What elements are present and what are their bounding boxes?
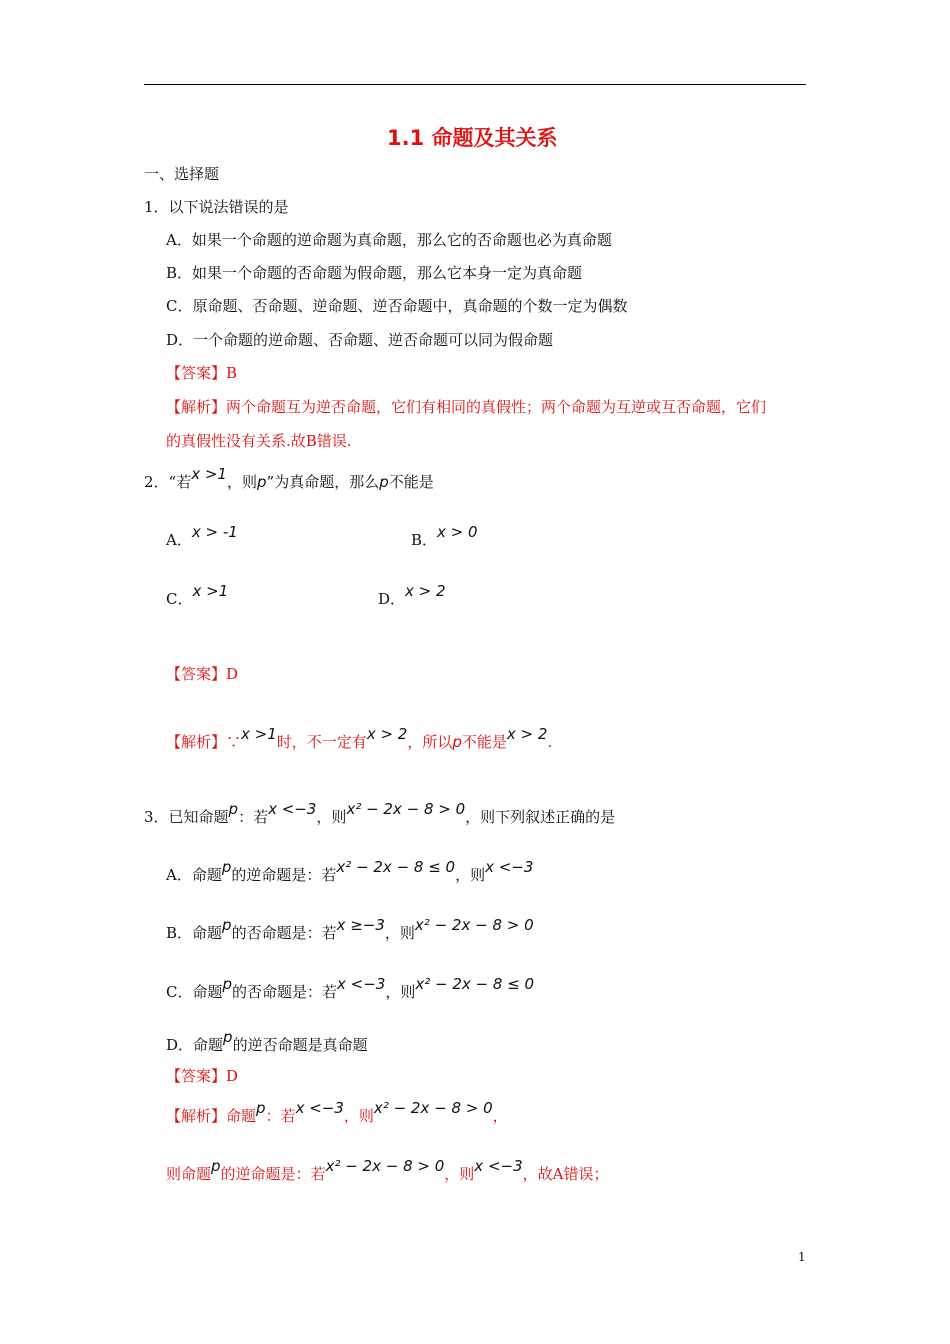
- analysis-text: ，则: [343, 1107, 374, 1125]
- q2-stem-math: x >1: [191, 465, 227, 483]
- q3-stem-text: 3．已知命题: [144, 808, 229, 826]
- q1-option-a: A．如果一个命题的逆命题为真命题，那么它的否命题也必为真命题: [166, 231, 612, 249]
- option-text: 的逆否命题是真命题: [232, 1036, 368, 1054]
- analysis-text: ，故A错误；: [522, 1165, 609, 1183]
- because-symbol: ∵: [226, 733, 242, 751]
- q2-stem-text: ，则: [226, 473, 257, 491]
- option-math: x <−3: [337, 975, 386, 993]
- answer-label: 【答案】: [166, 1067, 227, 1085]
- var-p: p: [223, 1028, 233, 1046]
- option-text: A．命题: [166, 866, 222, 884]
- option-math: x > 2: [405, 582, 446, 600]
- q3-option-c: [166, 975, 535, 1002]
- var-p: p: [452, 733, 462, 751]
- analysis-math: x² − 2x − 8 > 0: [373, 1099, 493, 1117]
- analysis-label: 【解析】: [166, 1107, 227, 1125]
- q1-option-d: D．一个命题的逆命题、否命题、逆否命题可以同为假命题: [166, 331, 554, 349]
- q1-answer: [166, 363, 237, 383]
- analysis-math: x² − 2x − 8 > 0: [325, 1157, 445, 1175]
- q1-analysis-line2: 的真假性没有关系.故B错误.: [166, 432, 352, 450]
- option-text: ，则: [385, 983, 416, 1001]
- option-math: x² − 2x − 8 ≤ 0: [336, 858, 456, 876]
- q3-option-b: [166, 916, 534, 943]
- q2-stem: [144, 465, 434, 492]
- q3-stem-text: ：若: [238, 808, 269, 826]
- q3-option-a: [166, 858, 534, 885]
- analysis-text: 的逆命题是：若: [220, 1165, 326, 1183]
- option-text: 的否命题是：若: [231, 924, 337, 942]
- q3-math: x <−3: [268, 800, 317, 818]
- answer-value: D: [226, 1067, 239, 1085]
- var-p: p: [221, 858, 232, 876]
- q1-stem: 1．以下说法错误的是: [144, 198, 289, 216]
- q3-math: x² − 2x − 8 > 0: [346, 800, 466, 818]
- q3-stem-text: ，则下列叙述正确的是: [465, 808, 616, 826]
- q3-option-d: [166, 1028, 368, 1055]
- analysis-math: x >1: [241, 725, 277, 743]
- option-math: x > 0: [437, 523, 478, 541]
- option-math: x >1: [192, 582, 229, 600]
- q2-analysis: [166, 725, 553, 752]
- page-title: 1.1 命题及其关系: [387, 126, 558, 150]
- section-heading: 一、选择题: [144, 165, 220, 183]
- q3-stem: [144, 800, 616, 827]
- q2-option-d: [378, 582, 446, 609]
- option-math: x <−3: [485, 858, 534, 876]
- analysis-math: x <−3: [295, 1099, 344, 1117]
- answer-label: 【答案】: [166, 665, 227, 683]
- q2-stem-text: 不能是: [388, 473, 434, 491]
- q1-option-c: C．原命题、否命题、逆命题、逆否命题中，真命题的个数一定为偶数: [166, 297, 628, 315]
- var-p: p: [222, 975, 233, 993]
- answer-value: D: [226, 665, 239, 683]
- q3-analysis-line1: [166, 1099, 508, 1126]
- analysis-text: .: [547, 733, 553, 751]
- var-p: p: [228, 800, 239, 818]
- option-text: B．命题: [166, 924, 223, 942]
- option-text: C．命题: [166, 983, 223, 1001]
- analysis-label: 【解析】: [166, 398, 227, 416]
- option-math: x > -1: [191, 523, 238, 541]
- option-text: ，则: [384, 924, 415, 942]
- option-text: ，则: [455, 866, 486, 884]
- var-p: p: [222, 916, 232, 934]
- q2-option-c: [166, 582, 229, 609]
- option-text: 的否命题是：若: [232, 983, 338, 1001]
- analysis-text: ：若: [265, 1107, 296, 1125]
- q2-answer: [166, 664, 238, 684]
- q2-stem-text: 2．“若: [144, 473, 192, 491]
- q1-option-b: B．如果一个命题的否命题为假命题，那么它本身一定为真命题: [166, 264, 583, 282]
- option-math: x² − 2x − 8 ≤ 0: [415, 975, 535, 993]
- analysis-text: 不能是: [461, 733, 507, 751]
- q3-analysis-line2: [166, 1157, 609, 1184]
- var-p: p: [256, 1099, 266, 1117]
- option-label: B．: [411, 531, 438, 549]
- analysis-text: 两个命题互为逆否命题，它们有相同的真假性；两个命题为互逆或互否命题，它们: [226, 398, 767, 416]
- analysis-text: 命题: [226, 1107, 257, 1125]
- q2-option-b: [411, 523, 478, 550]
- var-p: p: [211, 1157, 221, 1175]
- q2-stem-text: ”为真命题，那么: [266, 473, 380, 491]
- analysis-text: ，则: [444, 1165, 475, 1183]
- header-rule: [144, 84, 806, 85]
- answer-value: B: [226, 364, 238, 382]
- option-text: D．命题: [166, 1036, 224, 1054]
- analysis-text: 时，不一定有: [276, 733, 367, 751]
- option-label: A．: [166, 531, 192, 549]
- analysis-math: x > 2: [366, 725, 408, 743]
- analysis-label: 【解析】: [166, 733, 227, 751]
- option-label: C．: [166, 590, 193, 608]
- analysis-text: 则命题: [166, 1165, 212, 1183]
- q3-stem-text: ，则: [316, 808, 347, 826]
- page-number: 1: [798, 1250, 806, 1264]
- analysis-math: x <−3: [474, 1157, 523, 1175]
- var-p: p: [257, 473, 267, 491]
- q1-analysis-line1: [166, 397, 766, 417]
- option-math: x ≥−3: [336, 916, 385, 934]
- var-p: p: [379, 473, 389, 491]
- q3-answer: [166, 1066, 238, 1086]
- q2-option-a: [166, 523, 238, 550]
- analysis-text: ，: [492, 1107, 508, 1125]
- analysis-math: x > 2: [506, 725, 548, 743]
- analysis-text: ，所以: [407, 733, 453, 751]
- option-label: D．: [378, 590, 406, 608]
- option-text: 的逆命题是：若: [231, 866, 337, 884]
- option-math: x² − 2x − 8 > 0: [414, 916, 534, 934]
- answer-label: 【答案】: [166, 364, 227, 382]
